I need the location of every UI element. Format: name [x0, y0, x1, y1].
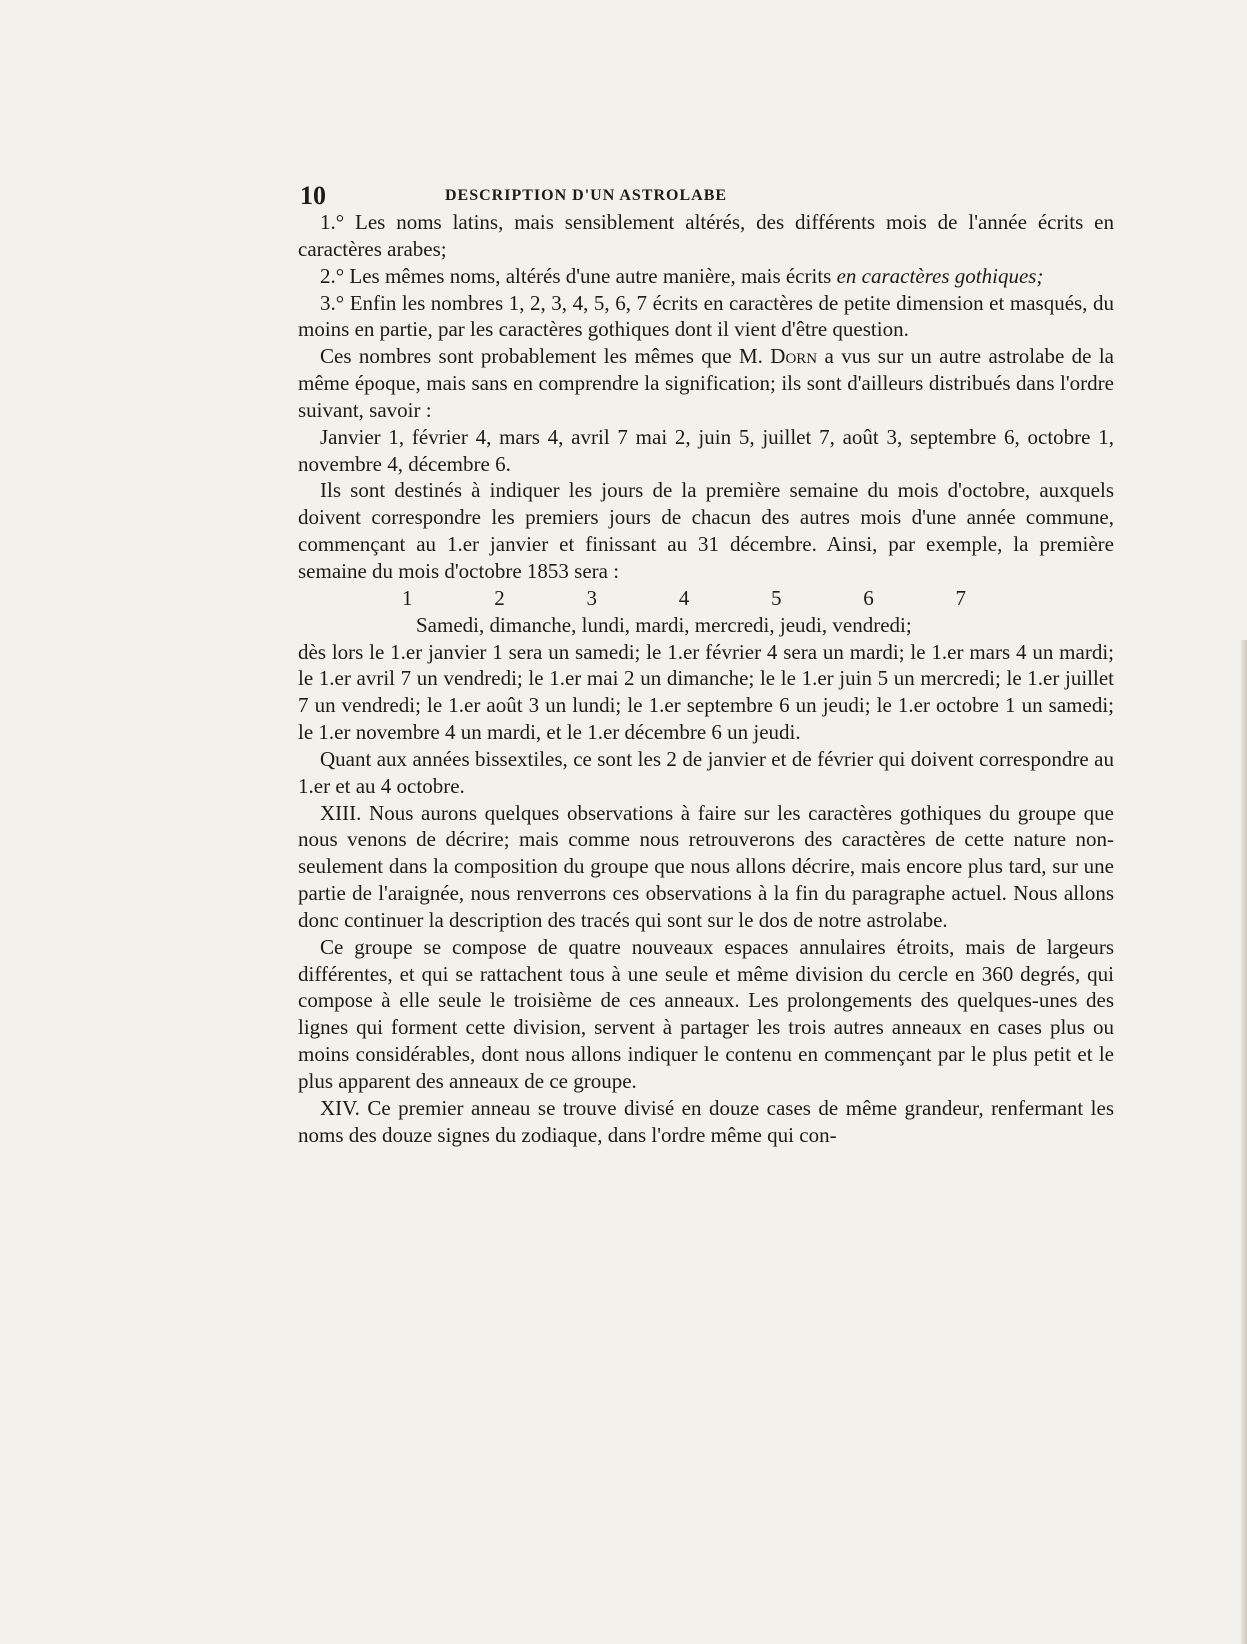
page-edge-shadow [1240, 640, 1247, 1644]
week-number: 5 [771, 585, 782, 610]
week-days-line: Samedi, dimanche, lundi, mardi, mercredi, jeudi, vendredi; [416, 612, 912, 637]
leap-years-paragraph: Quant aux années bissextiles, ce sont les 2 de janvier et de février qui doivent correspondre au 1.er et au 4 octobre. [298, 746, 1114, 798]
group-description-paragraph: Ce groupe se compose de quatre nouveaux espaces annulaires étroits, mais de largeurs différentes, et qui se rattachent tous à une seule et même division du cercle en 360 degrés, qui compose à elle seule le troisième de ces anneaux. Les prolongements des quelques-unes des lignes qui forment cette division, servent à partager les trois autres anneaux en cases plus ou moins considérables, dont nous allons indiquer le contenu en commençant par le plus petit et le plus apparent des anneaux de ce groupe. [298, 934, 1114, 1093]
section-xiv-paragraph: XIV. Ce premier anneau se trouve divisé en douze cases de même grandeur, renfermant les noms des douze signes du zodiaque, dans l'ordre même qui con- [298, 1095, 1114, 1147]
month-days-paragraph: dès lors le 1.er janvier 1 sera un samedi; le 1.er février 4 sera un mardi; le 1.er mars 4 un mardi; le 1.er avril 7 un vendredi; le 1.er mai 2 un dimanche; le le 1.er juin 5 un mercredi; le 1.er juillet 7 un vendredi; le 1.er août 3 un lundi; le 1.er septembre 6 un jeudi; le 1.er octobre 1 un samedi; le 1.er novembre 4 un mardi, et le 1.er décembre 6 un jeudi. [298, 639, 1114, 745]
paragraph-item-2-text: 2.° Les mêmes noms, altérés d'une autre manière, mais écrits [320, 263, 837, 288]
running-title: DESCRIPTION D'UN ASTROLABE [445, 187, 728, 204]
page-number: 10 [300, 181, 326, 210]
week-number: 7 [955, 585, 966, 610]
week-number: 1 [402, 585, 413, 610]
author-name-dorn: Dorn [770, 344, 818, 369]
week-number: 3 [586, 585, 597, 610]
section-xiii-paragraph: XIII. Nous aurons quelques observations à faire sur les caractères gothiques du groupe que nous venons de décrire; mais comme nous retrouverons des caractères de cette nature non-seulement dans la composition du groupe que nous allons décrire, mais encore plus tard, sur une partie de l'araignée, nous renverrons ces observations à la fin du paragraphe actuel. Nous allons donc continuer la description des tracés qui sont sur le dos de notre astrolabe. [298, 800, 1114, 932]
body-text [298, 209, 1114, 1149]
paragraph-dorn-start: Ces nombres sont probablement les mêmes que M. [320, 344, 771, 369]
october-week-paragraph: Ils sont destinés à indiquer les jours de la première semaine du mois d'octobre, auxquels doivent correspondre les premiers jours de chacun des autres mois d'une année commune, commençant au 1.er janvier et finissant au 31 décembre. Ainsi, par exemple, la première semaine du mois d'octobre 1853 sera : [298, 478, 1114, 583]
paragraph-item-1: 1.° Les noms latins, mais sensiblement altérés, des différents mois de l'année écrits en caractères arabes; [298, 210, 1114, 261]
paragraph-dorn [298, 343, 1114, 424]
month-numbers-paragraph: Janvier 1, février 4, mars 4, avril 7 mai 2, juin 5, juillet 7, août 3, septembre 6, octobre 1, novembre 4, décembre 6. [298, 424, 1114, 476]
week-number: 2 [494, 585, 505, 610]
paragraph-item-3: 3.° Enfin les nombres 1, 2, 3, 4, 5, 6, 7 écrits en caractères de petite dimension et masqués, du moins en partie, par les caractères gothiques dont il vient d'être question. [298, 290, 1114, 342]
week-number: 6 [863, 585, 874, 610]
week-numbers-line [298, 585, 1114, 612]
paragraph-dorn-end: a vus sur un autre astrolabe de la même époque, mais sans en comprendre la signification; ils sont d'ailleurs distribués dans l'ordre suivant, savoir : [298, 344, 1114, 422]
week-number: 4 [678, 585, 690, 610]
paragraph-item-2 [298, 263, 1114, 290]
paragraph-item-2-italic: en caractères gothiques; [836, 263, 1044, 288]
page-header [300, 181, 1120, 211]
